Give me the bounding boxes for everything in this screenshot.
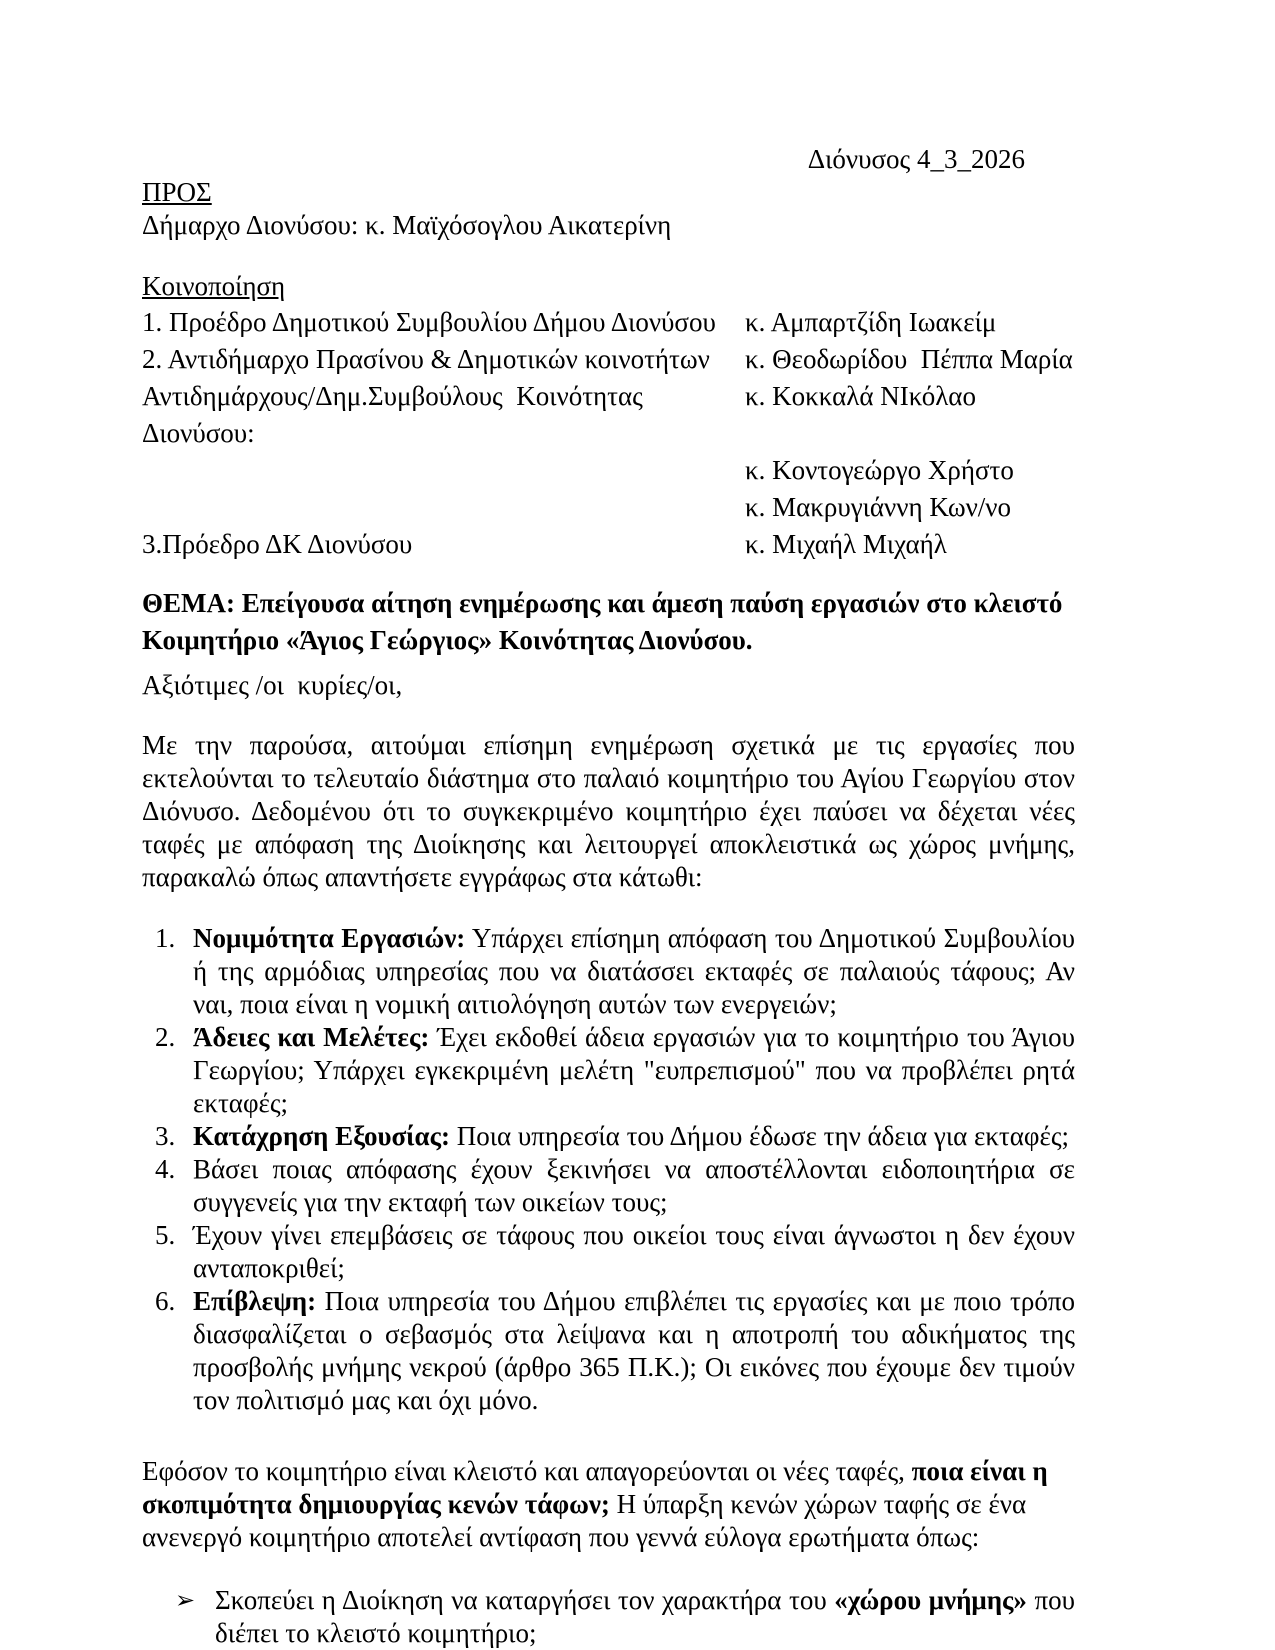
- item-number: 4.: [155, 1154, 176, 1184]
- cc-table: [142, 304, 1075, 563]
- to-section: [142, 176, 1075, 242]
- item-number: 2.: [155, 1022, 176, 1052]
- closing-emphasis: ποια είναι η σκοπιμότητα δημιουργίας κενών τάφων;: [142, 1456, 1048, 1519]
- subject-heading: [142, 585, 1075, 659]
- bullet-item: [142, 1584, 1075, 1650]
- subject-line: ΘΕΜΑ: Επείγουσα αίτηση ενημέρωσης και άμεση παύση εργασιών στο κλειστό: [142, 588, 1063, 618]
- closing-post: Η ύπαρξη κενών χώρων ταφής σε ένα ανενεργό κοιμητήριο αποτελεί αντίφαση που γεννά εύλογα ερωτήματα όπως:: [142, 1489, 1027, 1552]
- to-label: ΠΡΟΣ: [142, 177, 212, 207]
- item-text: [193, 1021, 1075, 1120]
- closing-pre: Εφόσον το κοιμητήριο είναι κλειστό και απαγορεύονται οι νέες ταφές,: [142, 1456, 912, 1486]
- item-text: [193, 1120, 1075, 1153]
- cc-row-office: Αντιδημάρχους/Δημ.Συμβούλους Κοινότητας Διονύσου:: [142, 381, 649, 448]
- item-number: 5.: [155, 1220, 176, 1250]
- item-body: Ποια υπηρεσία του Δήμου επιβλέπει τις εργασίες και με ποιο τρόπο διασφαλίζεται ο σεβασμός στα λείψανα και η αποτροπή του αδικήματος της προσβολής μνήμης νεκρού (άρθρο 365 Π.Κ.); Οι εικόνες που έχουμε δεν τιμούν τον πολιτισμό μας και όχι μόνο.: [193, 1286, 1075, 1415]
- cc-row-office: [142, 489, 745, 526]
- date-line: Διόνυσος 4_3_2026: [807, 144, 1025, 174]
- item-text: [193, 1153, 1075, 1219]
- item-number: 6.: [155, 1286, 176, 1316]
- item-body: Βάσει ποιας απόφασης έχουν ξεκινήσει να αποστέλλονται ειδοποιητήρια σε συγγενείς για την εκταφή των οικείων τους;: [193, 1154, 1075, 1217]
- arrow-bullet-icon: ➢: [175, 1586, 196, 1614]
- bullet-post: που διέπει το κλειστό κοιμητήριο;: [215, 1585, 1075, 1648]
- item-number: 3.: [155, 1121, 176, 1151]
- cc-row-office: 3.Πρόεδρο ΔΚ Διονύσου: [142, 529, 413, 559]
- list-item: [142, 1219, 1075, 1285]
- item-body: Υπάρχει επίσημη απόφαση του Δημοτικού Συμβουλίου ή της αρμόδιας υπηρεσίας που να διατάσσει εκταφές σε παλαιούς τάφους; Αν ναι, ποια είναι η νομική αιτιολόγηση αυτών των ενεργειών;: [193, 923, 1076, 1019]
- item-text: [193, 1285, 1075, 1417]
- item-label: Νομιμότητα Εργασιών:: [193, 923, 466, 953]
- item-body: Έχει εκδοθεί άδεια εργασιών για το κοιμητήριο του Άγιου Γεωργίου; Υπάρχει εγκεκριμένη μελέτη "ευπρεπισμού" που να προβλέπει ρητά εκταφές;: [193, 1022, 1075, 1118]
- item-label: Επίβλεψη:: [193, 1286, 317, 1316]
- to-recipient: Δήμαρχο Διονύσου: κ. Μαϊχόσογλου Αικατερίνη: [142, 210, 672, 240]
- bullet-text: [215, 1584, 1075, 1650]
- cc-row-office: 2. Αντιδήμαρχο Πρασίνου & Δημοτικών κοινοτήτων: [142, 344, 710, 374]
- salutation: Αξιότιμες /οι κυρίες/οι,: [142, 670, 403, 700]
- list-item: [142, 1021, 1075, 1120]
- list-item: [142, 922, 1075, 1021]
- cc-row-name: κ. Θεοδωρίδου Πέππα Μαρία: [745, 344, 1073, 374]
- intro-paragraph: Με την παρούσα, αιτούμαι επίσημη ενημέρωση σχετικά με τις εργασίες που εκτελούνται το τελευταίο διάστημα στο παλαιό κοιμητήριο του Αγίου Γεωργίου στον Διόνυσο. Δεδομένου ότι το συγκεκριμένο κοιμητήριο έχει παύσει να δέχεται νέες ταφές με απόφαση της Διοίκησης και λειτουργεί αποκλειστικά ως χώρος μνήμης, παρακαλώ όπως απαντήσετε εγγράφως στα κάτωθι:: [142, 730, 1075, 892]
- bullet-pre: Σκοπεύει η Διοίκηση να καταργήσει τον χαρακτήρα του: [215, 1585, 835, 1615]
- cc-row-name: κ. Κοκκαλά ΝΙκόλαο: [745, 381, 976, 411]
- numbered-list: [142, 922, 1075, 1417]
- list-item: [142, 1120, 1075, 1153]
- cc-row-office: 1. Προέδρο Δημοτικού Συμβουλίου Δήμου Διονύσου: [142, 307, 716, 337]
- cc-row-name: κ. Μιχαήλ Μιχαήλ: [745, 529, 947, 559]
- item-text: [193, 1219, 1075, 1285]
- cc-row-office: [142, 452, 745, 489]
- item-number: 1.: [155, 923, 176, 953]
- item-label: Άδειες και Μελέτες:: [193, 1022, 430, 1052]
- bullet-emphasis: «χώρου μνήμης»: [834, 1585, 1027, 1615]
- item-label: Κατάχρηση Εξουσίας:: [193, 1121, 451, 1151]
- item-text: [193, 922, 1075, 1021]
- cc-label: Κοινοποίηση: [142, 271, 286, 301]
- item-body: Ποια υπηρεσία του Δήμου έδωσε την άδεια για εκταφές;: [450, 1121, 1070, 1151]
- list-item: [142, 1285, 1075, 1417]
- cc-row-name: κ. Κοντογεώργο Χρήστο: [745, 455, 1014, 485]
- cc-row-name: κ. Μακρυγιάννη Κων/νο: [745, 492, 1012, 522]
- item-body: Έχουν γίνει επεμβάσεις σε τάφους που οικείοι τους είναι άγνωστοι η δεν έχουν ανταποκριθεί;: [193, 1220, 1075, 1283]
- subject-line: Κοιμητήριο «Άγιος Γεώργιος» Κοινότητας Διονύσου.: [142, 625, 753, 655]
- list-item: [142, 1153, 1075, 1219]
- closing-paragraph: [142, 1455, 1075, 1554]
- cc-row-name: κ. Αμπαρτζίδη Ιωακείμ: [745, 307, 997, 337]
